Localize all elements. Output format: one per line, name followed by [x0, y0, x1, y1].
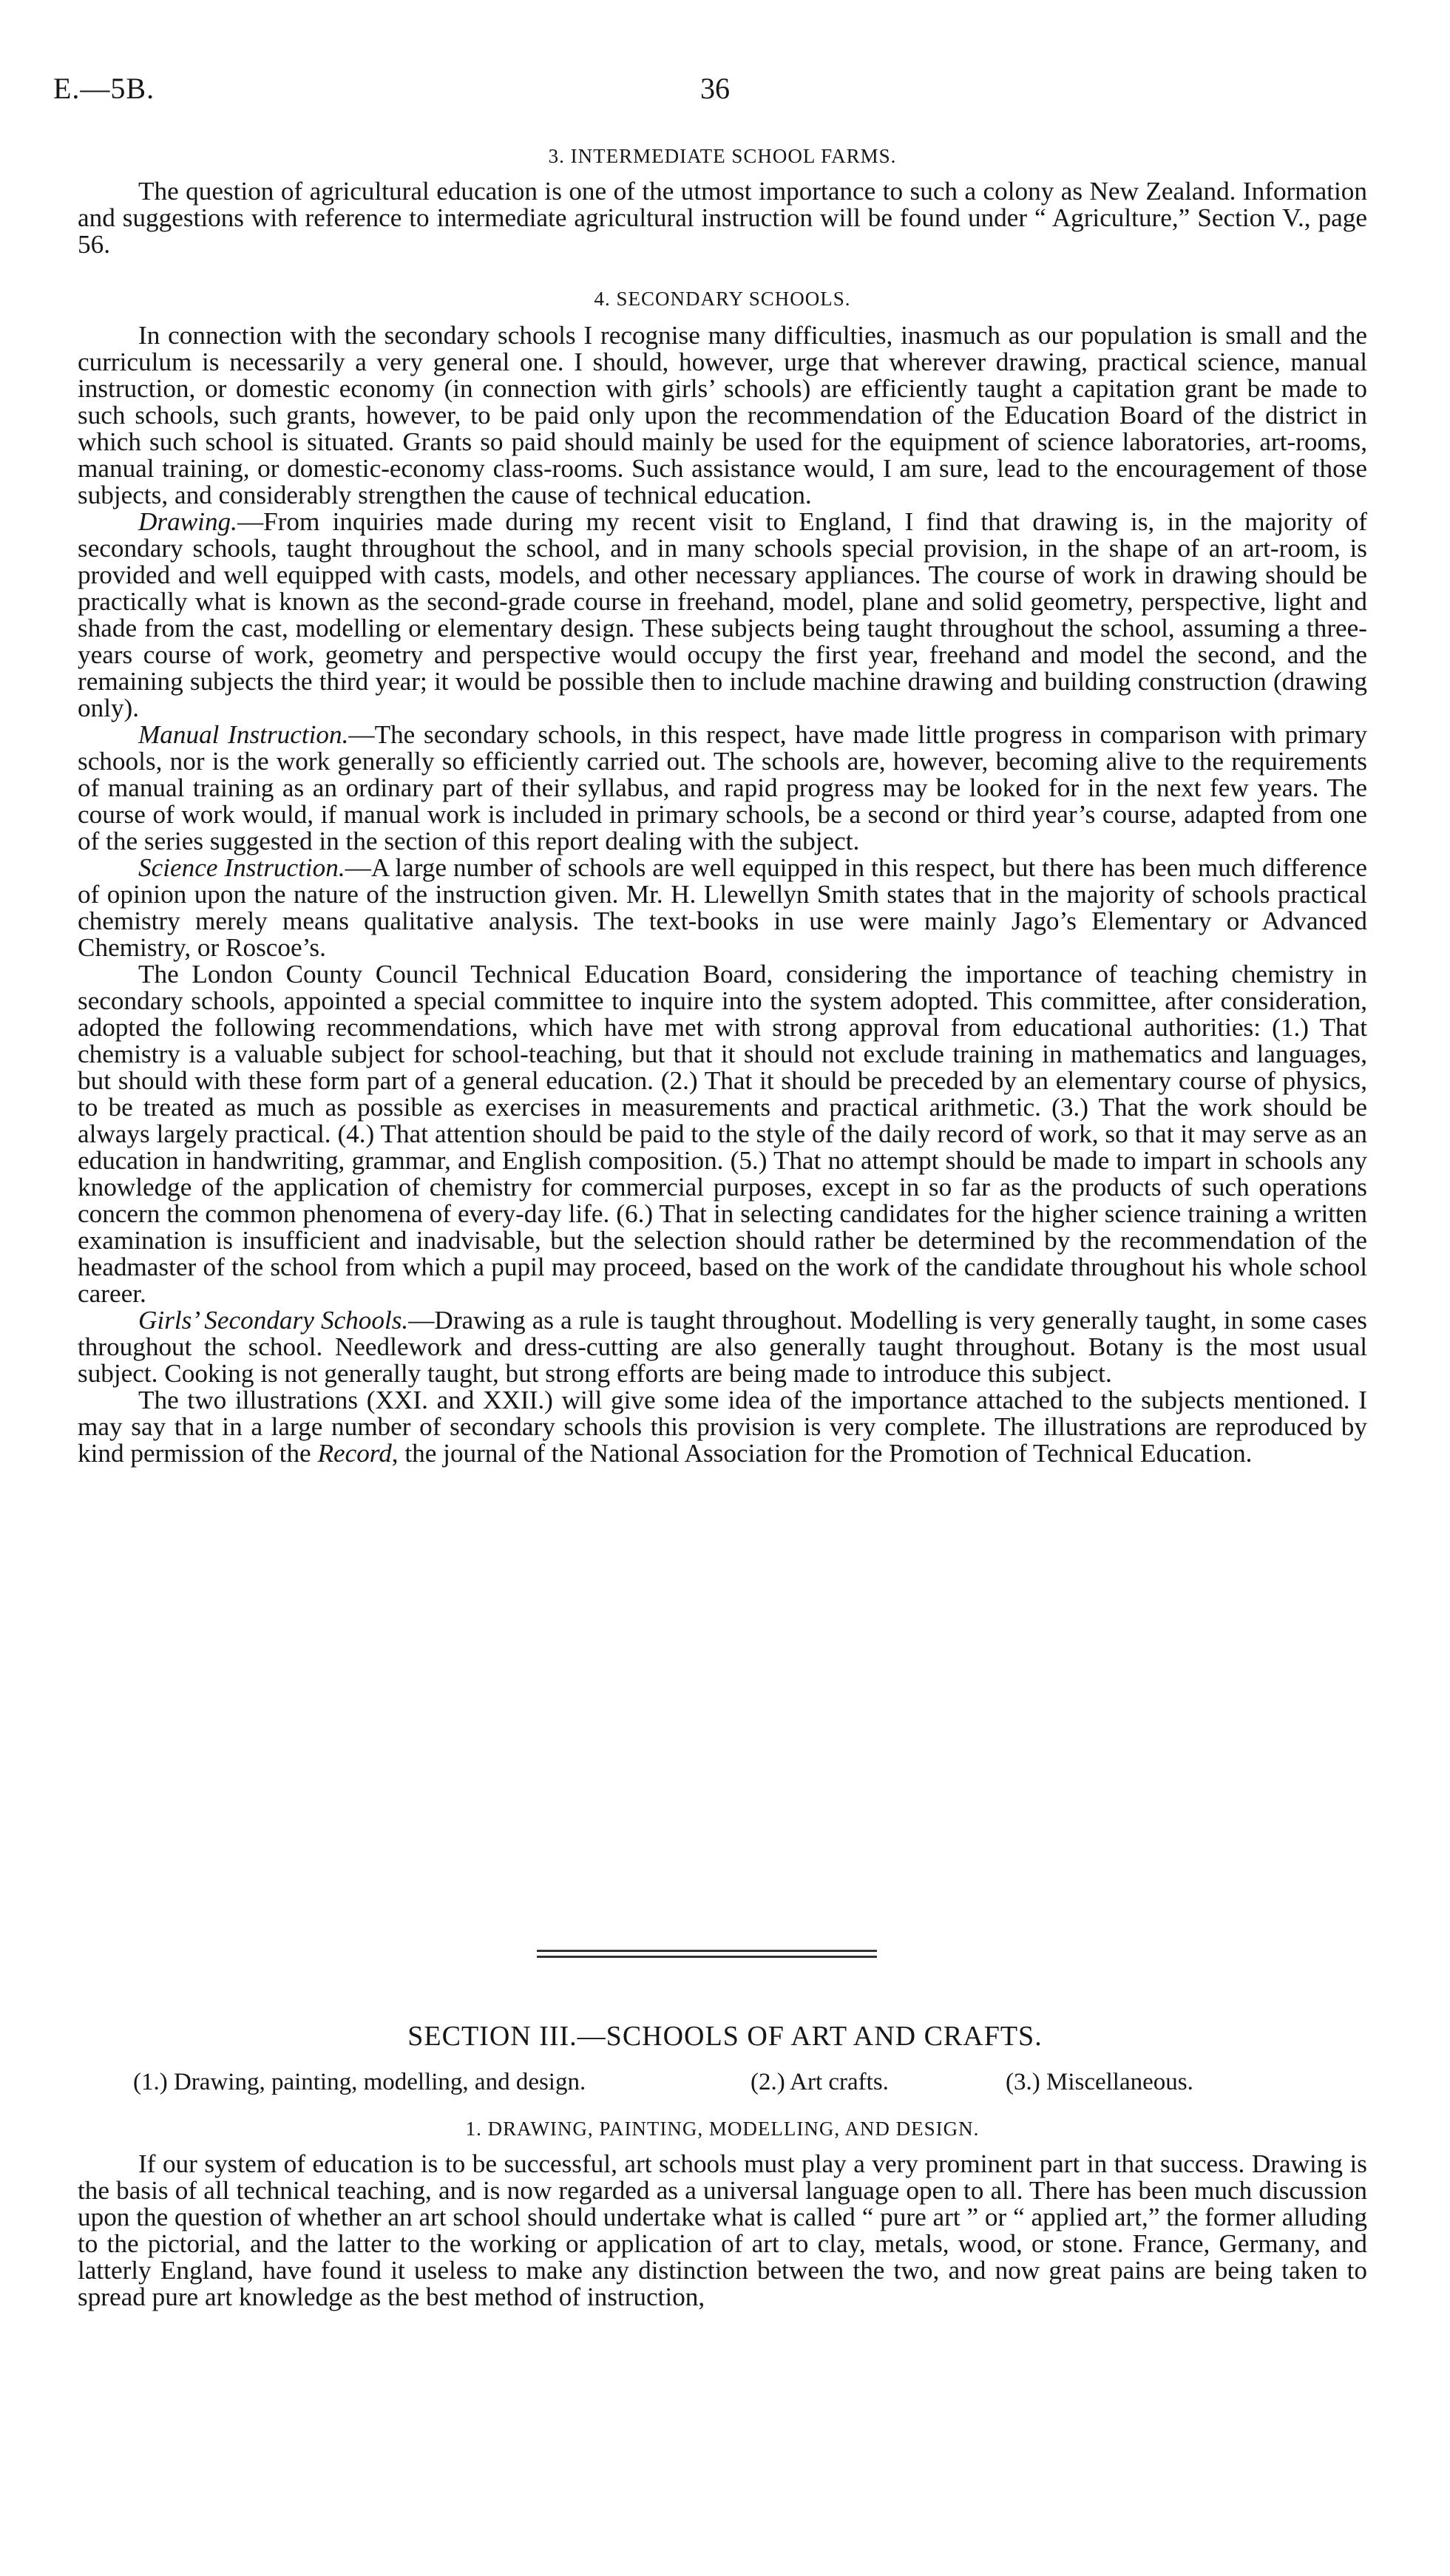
subject-art-crafts: (2.) Art crafts. [751, 2069, 889, 2095]
paragraph-science-instruction [78, 855, 1367, 961]
text-illustrations-b: , the journal of the National Association for the Promotion of Technical Education. [391, 1439, 1253, 1468]
page-number: 36 [700, 72, 730, 105]
paragraph-secondary-intro: In connection with the secondary schools I recognise many difficulties, inasmuch as our population is small and the curriculum is necessarily a very general one. I should, however, urge that wherever drawing, practical science, manual instruction, or domestic economy (in connection with girls’ schools) are efficiently taught a capitation grant be made to such schools, such grants, however, to be paid only upon the recommendation of the Education Board of the district in which such school is situated. Grants so paid should mainly be used for the equipment of science laboratories, art-rooms, manual training, or domestic-economy class-rooms. Such assistance would, I am sure, lead to the encouragement of those subjects, and considerably strengthen the cause of technical education. [78, 321, 1367, 509]
text-record-journal: Record [317, 1439, 392, 1468]
text-drawing: —From inquiries made during my recent visit to England, I find that drawing is, in the majority of secondary schools, taught throughout the school, and in many schools special provision, in the shape of an art-room, is provided and well equipped with casts, models, and other necessary appliances. The course of work in drawing should be practically what is known as the second-grade course in freehand, model, plane and solid geometry, perspective, light and shade from the cast, modelling or elementary design. These subjects being taught throughout the school, assuming a three-years course of work, geometry and perspective would occupy the first year, freehand and model the second, and the remaining subjects the third year; it would be possible then to include machine drawing and building construction (drawing only). [78, 507, 1367, 722]
label-science-instruction: Science Instruction. [138, 853, 345, 882]
section-title-schools-of-art: SECTION III.—SCHOOLS OF ART AND CRAFTS. [407, 2021, 1043, 2052]
paragraph-london-county-council: The London County Council Technical Education Board, considering the importance of teaching chemistry in secondary schools, appointed a special committee to inquire into the system adopted. This committee, after consideration, adopted the following recommendations, which have met with strong approval from educational authorities: (1.) That chemistry is a valuable subject for school-teaching, but that it should not exclude training in mathematics and languages, but should with these form part of a general education. (2.) That it should be preceded by an elementary course of physics, to be treated as much as possible as exercises in measurements and practical arithmetic. (3.) That the work should be always largely practical. (4.) That attention should be paid to the style of the daily record of work, so that it may serve as an education in handwriting, grammar, and English composition. (5.) That no attempt should be made to impart in schools any knowledge of the application of chemistry for commercial purposes, except in so far as the products of such operations concern the common phenomena of every-day life. (6.) That in selecting candidates for the higher science training a written examination is insufficient and inadvisable, but the selection should rather be determined by the recommendation of the headmaster of the school from which a pupil may proceed, based on the work of the candidate throughout his whole school career. [78, 960, 1367, 1308]
paragraph-manual-instruction [78, 722, 1367, 855]
text-manual-instruction: —The secondary schools, in this respect, have made little progress in comparison with primary schools, nor is the work generally so efficiently carried out. The schools are, however, becoming alive to the requirements of manual training as an ordinary part of their syllabus, and rapid progress may be looked for in the next few years. The course of work would, if manual work is included in primary schools, be a second or third year’s course, adapted from one of the series suggested in the section of this report dealing with the subject. [78, 720, 1367, 855]
paragraph-illustrations [78, 1387, 1367, 1467]
text-illustrations-a: The two illustrations (XXI. and XXII.) will give some idea of the importance attached to the subjects mentioned. I may say that in a large number of secondary schools this provision is very complete. The illustrations are reproduced by kind permission of the [78, 1386, 1367, 1468]
label-girls-secondary-schools: Girls’ Secondary Schools. [138, 1306, 409, 1335]
heading-intermediate-school-farms: 3. INTERMEDIATE SCHOOL FARMS. [548, 145, 897, 167]
subject-miscellaneous: (3.) Miscellaneous. [1006, 2069, 1193, 2095]
label-drawing: Drawing. [138, 507, 237, 536]
paragraph-girls-secondary-schools [78, 1307, 1367, 1387]
heading-drawing-painting: 1. DRAWING, PAINTING, MODELLING, AND DESIGN. [465, 2118, 980, 2140]
subject-drawing: (1.) Drawing, painting, modelling, and design. [133, 2069, 586, 2095]
heading-secondary-schools: 4. SECONDARY SCHOOLS. [594, 288, 851, 310]
text-science-instruction: —A large number of schools are well equipped in this respect, but there has been much difference of opinion upon the nature of the instruction given. Mr. H. Llewellyn Smith states that in the majority of schools practical chemistry merely means qualitative analysis. The text-books in use were mainly Jago’s Elementary or Advanced Chemistry, or Roscoe’s. [78, 853, 1367, 962]
art-schools-text [78, 2118, 1367, 2311]
page-header [53, 71, 1377, 115]
main-text [78, 145, 1367, 1467]
paragraph-drawing [78, 509, 1367, 722]
paragraph-agricultural-education: The question of agricultural education is one of the utmost importance to such a colony as New Zealand. Information and suggestions with reference to intermediate agricultural instruction will be found under “ Agriculture,” Section V., page 56. [78, 177, 1367, 259]
text-girls-secondary-schools: —Drawing as a rule is taught throughout. Modelling is very generally taught, in some cases throughout the school. Needlework and dress-cutting are also generally taught throughout. Botany is the most usual subject. Cooking is not generally taught, but strong efforts are being made to introduce this subject. [78, 1306, 1367, 1388]
section-divider-top [537, 1950, 877, 1952]
document-reference: E.—5B. [53, 72, 155, 105]
section-divider-bottom [537, 1956, 877, 1958]
label-manual-instruction: Manual Instruction. [138, 720, 349, 749]
paragraph-art-schools: If our system of education is to be successful, art schools must play a very prominent part in that success. Drawing is the basis of all technical teaching, and is now regarded as a universal language open to all. There has been much discussion upon the question of whether an art school should undertake what is called “ pure art ” or “ applied art,” the former alluding to the pictorial, and the latter to the working or application of art to clay, metals, wood, or stone. France, Germany, and latterly England, have found it useless to make any distinction between the two, and now great pains are being taken to spread pure art knowledge as the best method of instruction, [78, 2149, 1367, 2311]
